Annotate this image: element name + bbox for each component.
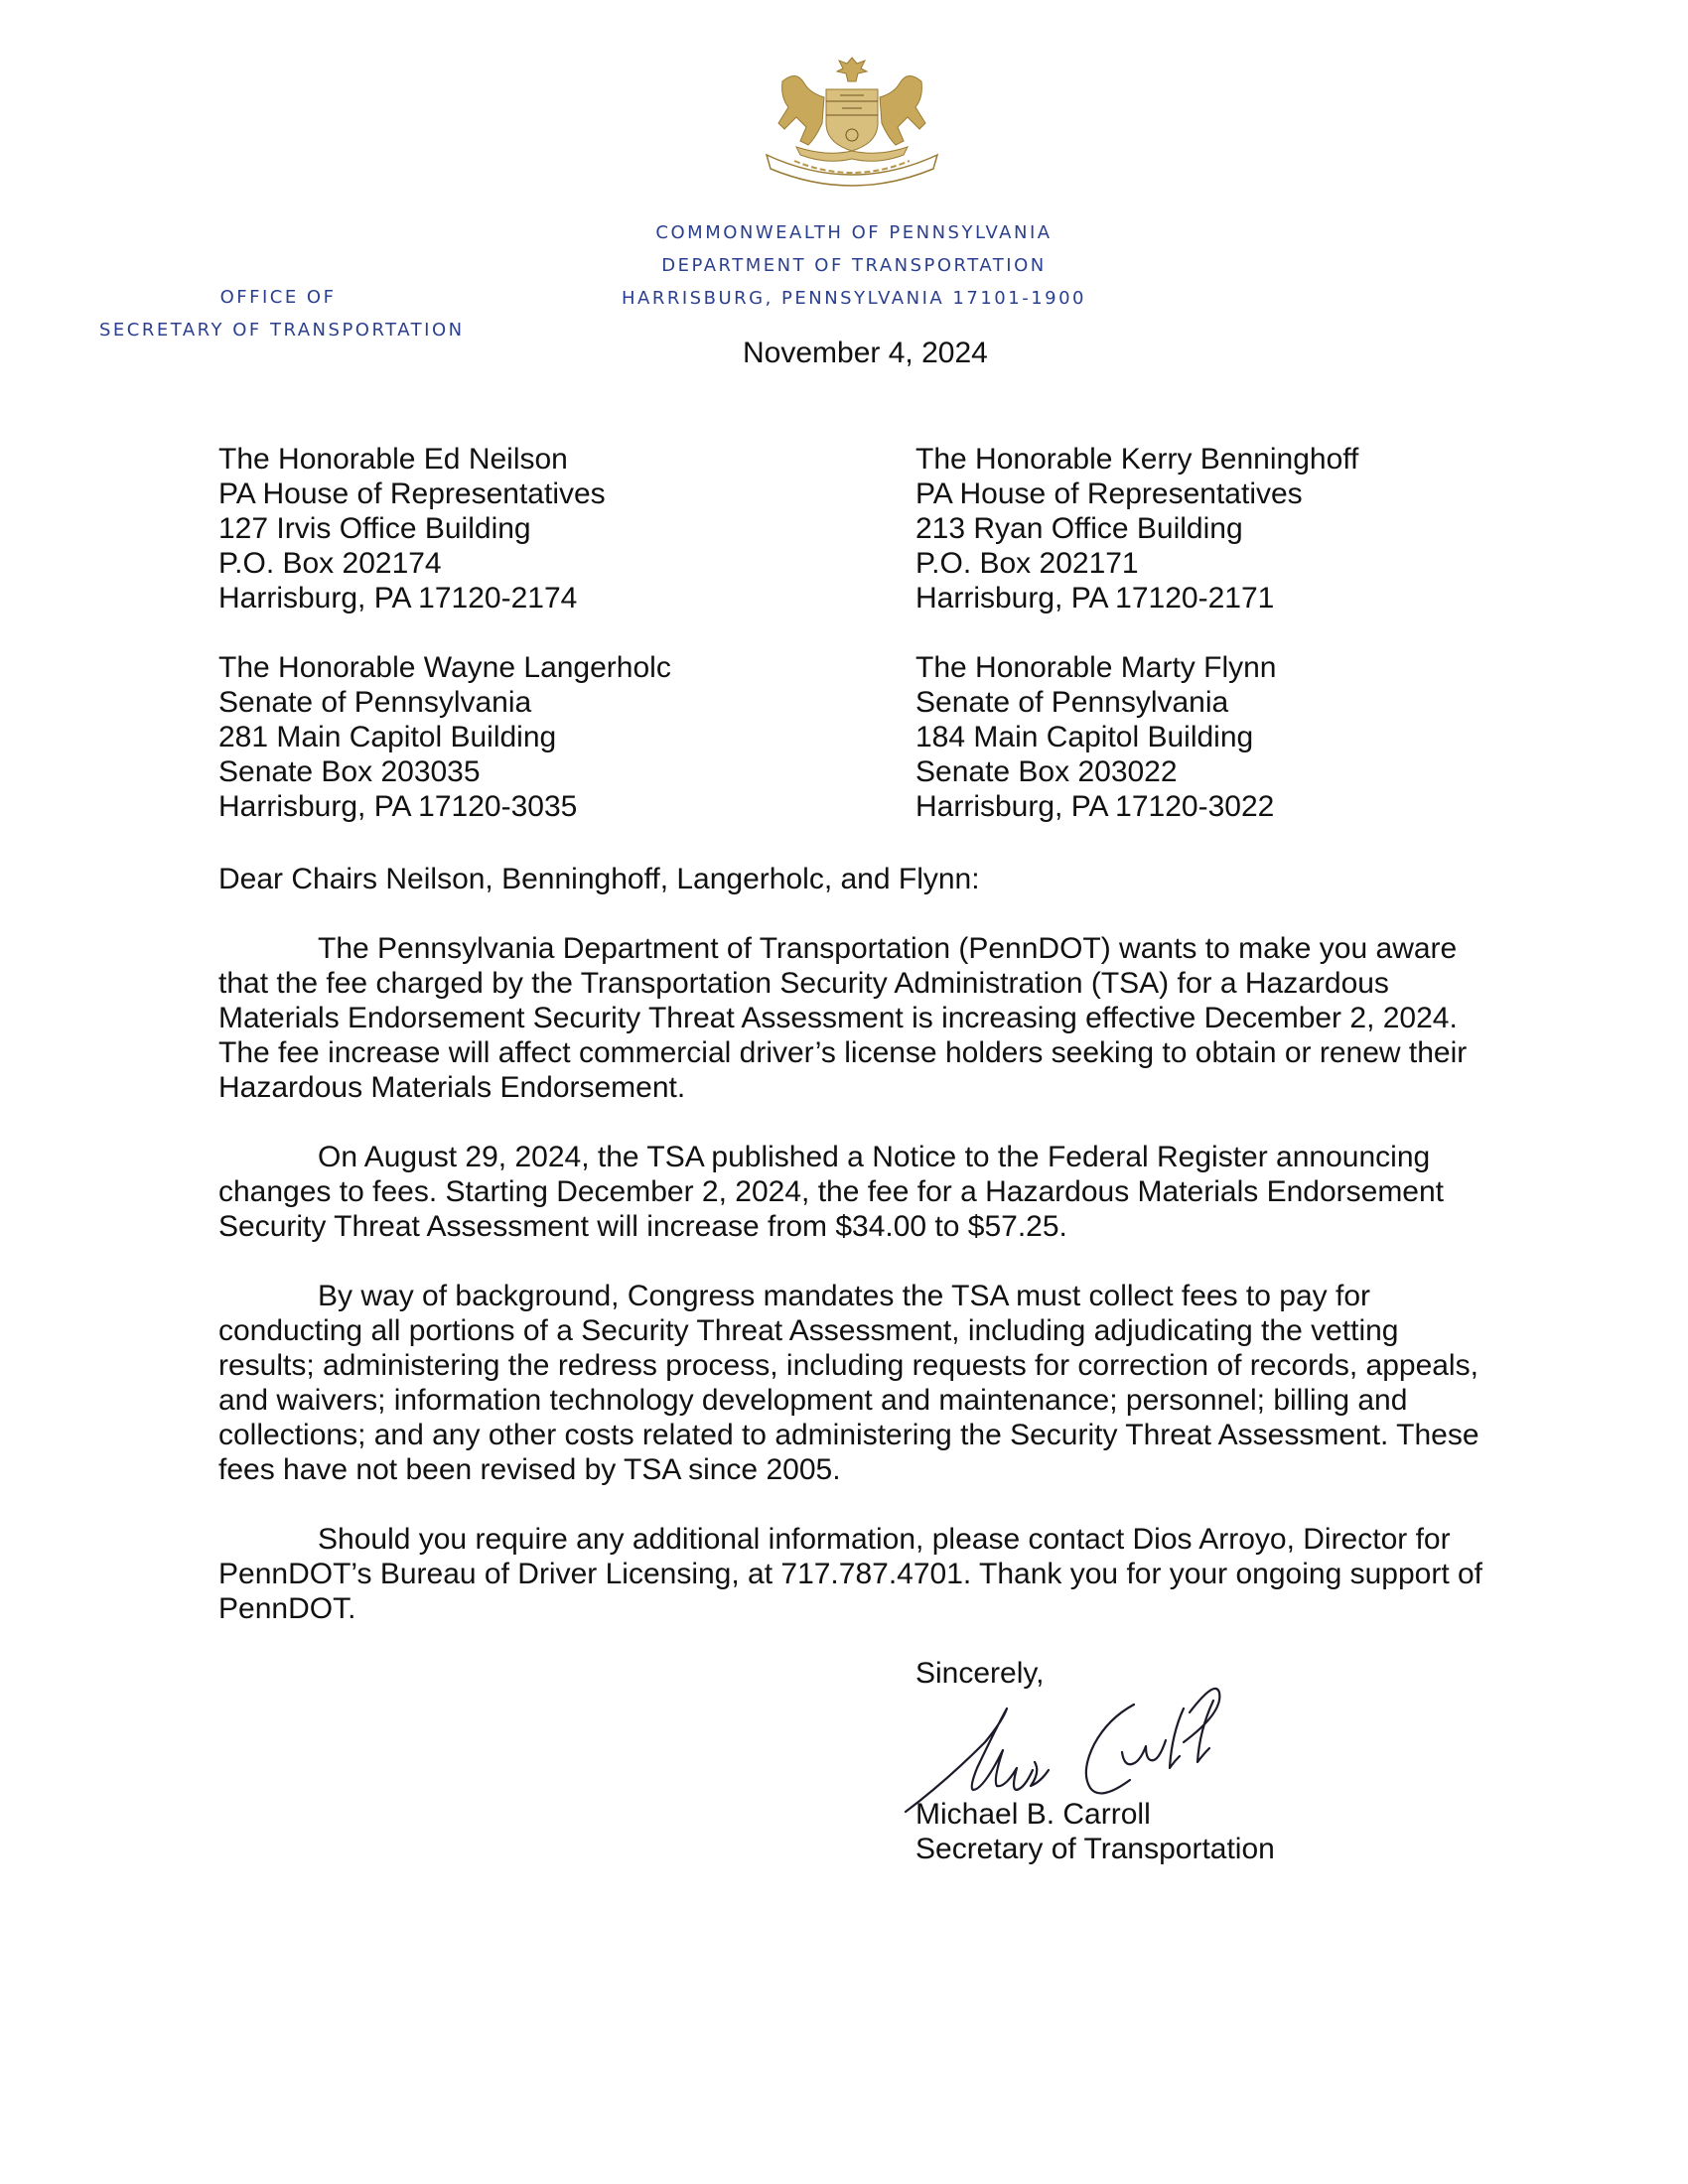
- body-paragraph: [218, 1522, 1482, 1626]
- paragraph-line: and waivers; information technology development and maintenance; personnel; billing and: [218, 1384, 1408, 1417]
- recipient-name: The Honorable Wayne Langerholc: [218, 651, 671, 684]
- salutation: Dear Chairs Neilson, Benninghoff, Langerholc, and Flynn:: [218, 863, 980, 895]
- recipient-body: PA House of Representatives: [915, 478, 1303, 510]
- recipient-box: P.O. Box 202174: [218, 547, 442, 580]
- recipient-address: [218, 442, 606, 615]
- signer-name: Michael B. Carroll: [915, 1798, 1151, 1831]
- paragraph-line: that the fee charged by the Transportation Security Administration (TSA) for a Hazardous: [218, 967, 1389, 1000]
- recipient-city: Harrisburg, PA 17120-3035: [218, 790, 578, 823]
- paragraph-line: By way of background, Congress mandates the TSA must collect fees to pay for: [318, 1280, 1370, 1312]
- recipient-address: [915, 650, 1277, 824]
- department-line: DEPARTMENT OF TRANSPORTATION: [661, 255, 1047, 276]
- body-paragraph: [218, 1279, 1479, 1487]
- recipient-box: Senate Box 203035: [218, 755, 481, 788]
- paragraph-line: results; administering the redress process, including requests for correction of records, appeals,: [218, 1349, 1478, 1382]
- paragraph-line: The fee increase will affect commercial driver’s license holders seeking to obtain or renew their: [218, 1036, 1468, 1069]
- recipient-office: 127 Irvis Office Building: [218, 512, 531, 545]
- office-letterhead: [99, 281, 465, 346]
- paragraph-line: conducting all portions of a Security Threat Assessment, including adjudicating the vetting: [218, 1314, 1399, 1347]
- body-paragraph: [218, 931, 1467, 1105]
- recipient-name: The Honorable Kerry Benninghoff: [915, 443, 1359, 476]
- paragraph-line: collections; and any other costs related to administering the Security Threat Assessment. These: [218, 1419, 1479, 1451]
- recipient-city: Harrisburg, PA 17120-2174: [218, 582, 578, 614]
- recipient-body: PA House of Representatives: [218, 478, 606, 510]
- body-paragraph: [218, 1140, 1444, 1244]
- recipient-office: 281 Main Capitol Building: [218, 721, 557, 753]
- recipient-body: Senate of Pennsylvania: [218, 686, 532, 719]
- closing: Sincerely,: [915, 1657, 1045, 1690]
- paragraph-line: PennDOT’s Bureau of Driver Licensing, at 717.787.4701. Thank you for your ongoing support of: [218, 1558, 1483, 1590]
- paragraph-line: fees have not been revised by TSA since 2005.: [218, 1453, 841, 1486]
- recipient-address: [218, 650, 671, 824]
- city-line: HARRISBURG, PENNSYLVANIA 17101-1900: [622, 288, 1086, 309]
- department-letterhead: [576, 216, 1132, 315]
- recipient-office: 213 Ryan Office Building: [915, 512, 1243, 545]
- recipient-box: P.O. Box 202171: [915, 547, 1139, 580]
- recipient-city: Harrisburg, PA 17120-2171: [915, 582, 1275, 614]
- paragraph-line: Security Threat Assessment will increase from $34.00 to $57.25.: [218, 1210, 1067, 1243]
- commonwealth-line: COMMONWEALTH OF PENNSYLVANIA: [655, 222, 1053, 243]
- office-line-1: OFFICE OF: [219, 287, 337, 308]
- signature-block: [915, 1797, 1275, 1866]
- signer-title: Secretary of Transportation: [915, 1833, 1275, 1865]
- paragraph-line: Materials Endorsement Security Threat Assessment is increasing effective December 2, 2024.: [218, 1002, 1458, 1034]
- recipient-name: The Honorable Marty Flynn: [915, 651, 1277, 684]
- paragraph-line: changes to fees. Starting December 2, 2024, the fee for a Hazardous Materials Endorsement: [218, 1175, 1445, 1208]
- paragraph-line: Should you require any additional information, please contact Dios Arroyo, Director for: [318, 1523, 1451, 1556]
- paragraph-line: On August 29, 2024, the TSA published a Notice to the Federal Register announcing: [318, 1141, 1431, 1173]
- office-line-2: SECRETARY OF TRANSPORTATION: [99, 320, 465, 341]
- paragraph-line: Hazardous Materials Endorsement.: [218, 1071, 686, 1104]
- recipient-body: Senate of Pennsylvania: [915, 686, 1229, 719]
- letter-date: November 4, 2024: [743, 337, 988, 369]
- paragraph-line: PennDOT.: [218, 1592, 356, 1625]
- recipient-office: 184 Main Capitol Building: [915, 721, 1254, 753]
- recipient-box: Senate Box 203022: [915, 755, 1178, 788]
- recipient-city: Harrisburg, PA 17120-3022: [915, 790, 1275, 823]
- paragraph-line: The Pennsylvania Department of Transportation (PennDOT) wants to make you aware: [318, 932, 1458, 965]
- recipient-address: [915, 442, 1358, 615]
- recipient-name: The Honorable Ed Neilson: [218, 443, 568, 476]
- pennsylvania-coat-of-arms-icon: [747, 52, 957, 187]
